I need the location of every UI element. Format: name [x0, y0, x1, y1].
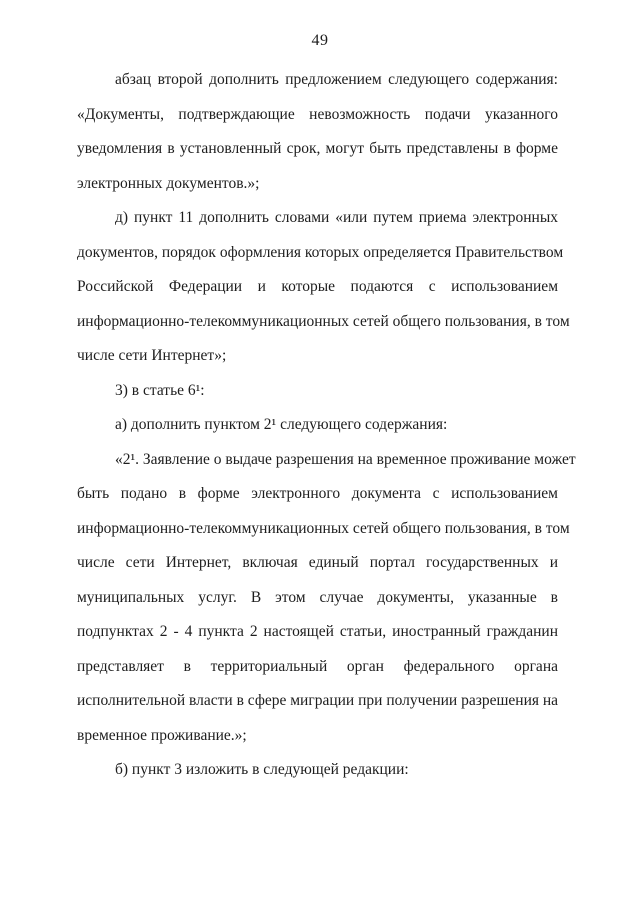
text-line: числе сети Интернет»;: [77, 347, 227, 364]
document-body: [77, 63, 576, 788]
text-line: «Документы, подтверждающие невозможность подачи указанного: [77, 105, 558, 123]
page-number: 49: [311, 32, 329, 49]
paragraph: [77, 443, 576, 754]
paragraph: [77, 201, 570, 374]
text-line: информационно-телекоммуникационных сетей общего пользования, в том: [77, 312, 570, 330]
paragraph: [77, 374, 558, 409]
text-line: информационно-телекоммуникационных сетей общего пользования, в том: [77, 519, 570, 537]
paragraph: [77, 63, 558, 201]
text-line: б) пункт 3 изложить в следующей редакции:: [115, 761, 409, 778]
text-line: «2¹. Заявление о выдаче разрешения на временное проживание может: [115, 450, 576, 468]
paragraph: [77, 753, 558, 788]
text-line: представляет в территориальный орган федерального органа: [77, 657, 558, 675]
text-line: временное проживание.»;: [77, 726, 247, 744]
text-line: числе сети Интернет, включая единый портал государственных и: [77, 554, 558, 571]
paragraph: [77, 408, 558, 443]
text-line: муниципальных услуг. В этом случае документы, указанные в: [77, 588, 558, 606]
text-line: д) пункт 11 дополнить словами «или путем приема электронных: [115, 209, 558, 226]
text-line: документов, порядок оформления которых определяется Правительством: [77, 243, 564, 261]
text-line: подпунктах 2 - 4 пункта 2 настоящей статьи, иностранный гражданин: [77, 623, 558, 640]
text-line: абзац второй дополнить предложением следующего содержания:: [115, 71, 558, 88]
text-line: Российской Федерации и которые подаются с использованием: [77, 278, 558, 295]
text-line: а) дополнить пунктом 2¹ следующего содержания:: [115, 416, 448, 433]
text-line: быть подано в форме электронного документа с использованием: [77, 485, 558, 502]
text-line: уведомления в установленный срок, могут быть представлены в форме: [77, 140, 558, 157]
text-line: исполнительной власти в сфере миграции при получении разрешения на: [77, 692, 559, 709]
text-line: электронных документов.»;: [77, 174, 260, 192]
text-line: 3) в статье 6¹:: [115, 381, 205, 399]
